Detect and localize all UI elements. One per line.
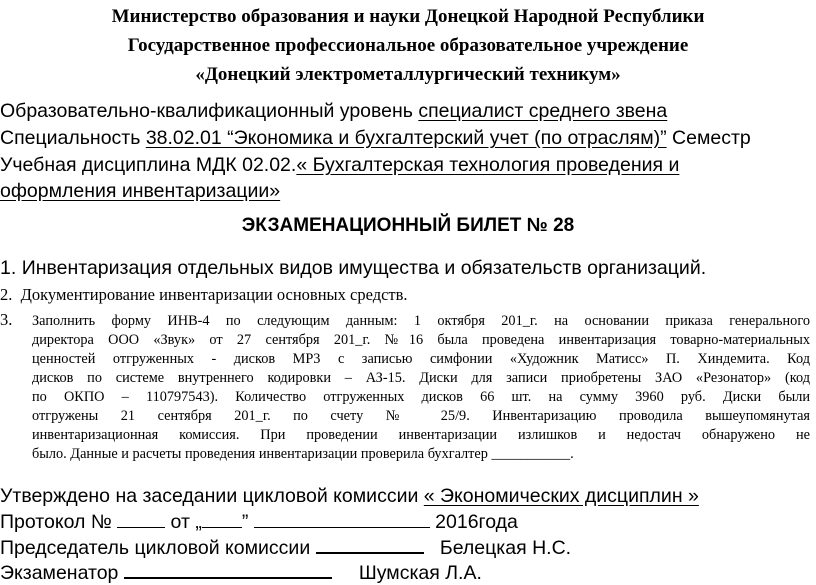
question-text: Инвентаризация отдельных видов имущества и обязательств организаций. (21, 257, 707, 279)
protocol-year: 2016года (429, 511, 518, 533)
level-value: специалист среднего звена (418, 100, 668, 122)
examiner-name: Шумская Л.А. (358, 562, 482, 584)
commission-name: « Экономических дисциплин » (423, 485, 699, 507)
chairman-label: Председатель цикловой комиссии (0, 537, 316, 559)
qualification-level (0, 100, 667, 123)
question-3-line: дисков по системе внутреннего кодировки – АЗ-15. Диски для записи приобретены ЗАО «Резонатор» (код (32, 370, 810, 386)
question-2 (0, 285, 408, 305)
examiner-signature-blank (124, 576, 332, 579)
chairman-name: Белецкая Н.С. (439, 537, 572, 559)
question-3-line: ценностей отгруженных - дисков МР3 с записью симфонии «Художник Матисс» П. Хиндемита. Код (32, 351, 810, 367)
protocol-month-blank (254, 526, 430, 528)
examiner-label: Экзаменатор (0, 562, 124, 584)
approval-line (0, 485, 699, 508)
protocol-line (0, 511, 518, 534)
question-3-line: директора ООО «Звук» от 27 сентября 201_г. №16 была проведена инвентаризация товарно-материальных (32, 332, 810, 348)
protocol-label: Протокол № (0, 511, 118, 533)
question-number: 1. (0, 257, 17, 279)
examiner-line (0, 562, 482, 585)
subject-label: Учебная дисциплина МДК 02.02. (0, 154, 297, 176)
approval-label: Утверждено на заседании цикловой комиссии (0, 485, 424, 507)
protocol-number-blank (117, 526, 165, 528)
question-3-line: Заполнить форму ИНВ-4 по следующим данным: 1 октября 201_г. на основании приказа генерального (32, 313, 810, 329)
subject-value-1: « Бухгалтерская технология проведения и (296, 154, 680, 176)
subject-line (0, 154, 679, 177)
specialty-value: 38.02.01 “Экономика и бухгалтерский учет (по отраслям)” (145, 127, 667, 149)
question-3-number: 3. (0, 310, 13, 329)
question-3-line: по ОКПО – 110797543). Количество отгруженных дисков 66 шт. на сумму 3960 руб. Диски были (32, 389, 810, 405)
subject-value-2: оформления инвентаризации» (0, 180, 281, 202)
question-3-line: отгружены 21 сентября 201_г. по счету № 25/9. Инвентаризацию проводила вышеупомянутая (32, 408, 810, 424)
specialty-line (0, 127, 751, 150)
level-label: Образовательно-квалификационный уровень (0, 100, 419, 122)
subject-line-2 (0, 180, 280, 203)
question-1 (0, 257, 706, 280)
question-3-line: было. Данные и расчеты проведения инвентаризации проверила бухгалтер ___________. (32, 446, 574, 462)
question-3-line: инвентаризационная комиссия. При проведении инвентаризации излишков и недостач обнаружено не (32, 427, 810, 443)
question-number: 2. (0, 285, 13, 304)
protocol-quote: ” (241, 511, 249, 533)
question-text: Документирование инвентаризации основных средств. (20, 285, 408, 304)
chairman-signature-blank (316, 551, 424, 554)
chairman-line (0, 537, 571, 560)
ministry-title: Министерство образования и науки Донецкой Народной Республики (111, 6, 705, 27)
protocol-day-blank (202, 526, 242, 528)
protocol-from: от „ (165, 511, 202, 533)
institution-name: «Донецкий электрометаллургический техникум» (195, 64, 621, 85)
semester-label: Семестр (666, 127, 751, 149)
ticket-title: ЭКЗАМЕНАЦИОННЫЙ БИЛЕТ № 28 (241, 215, 575, 236)
specialty-label: Специальность (0, 127, 146, 149)
institution-type: Государственное профессиональное образовательное учреждение (127, 35, 689, 56)
